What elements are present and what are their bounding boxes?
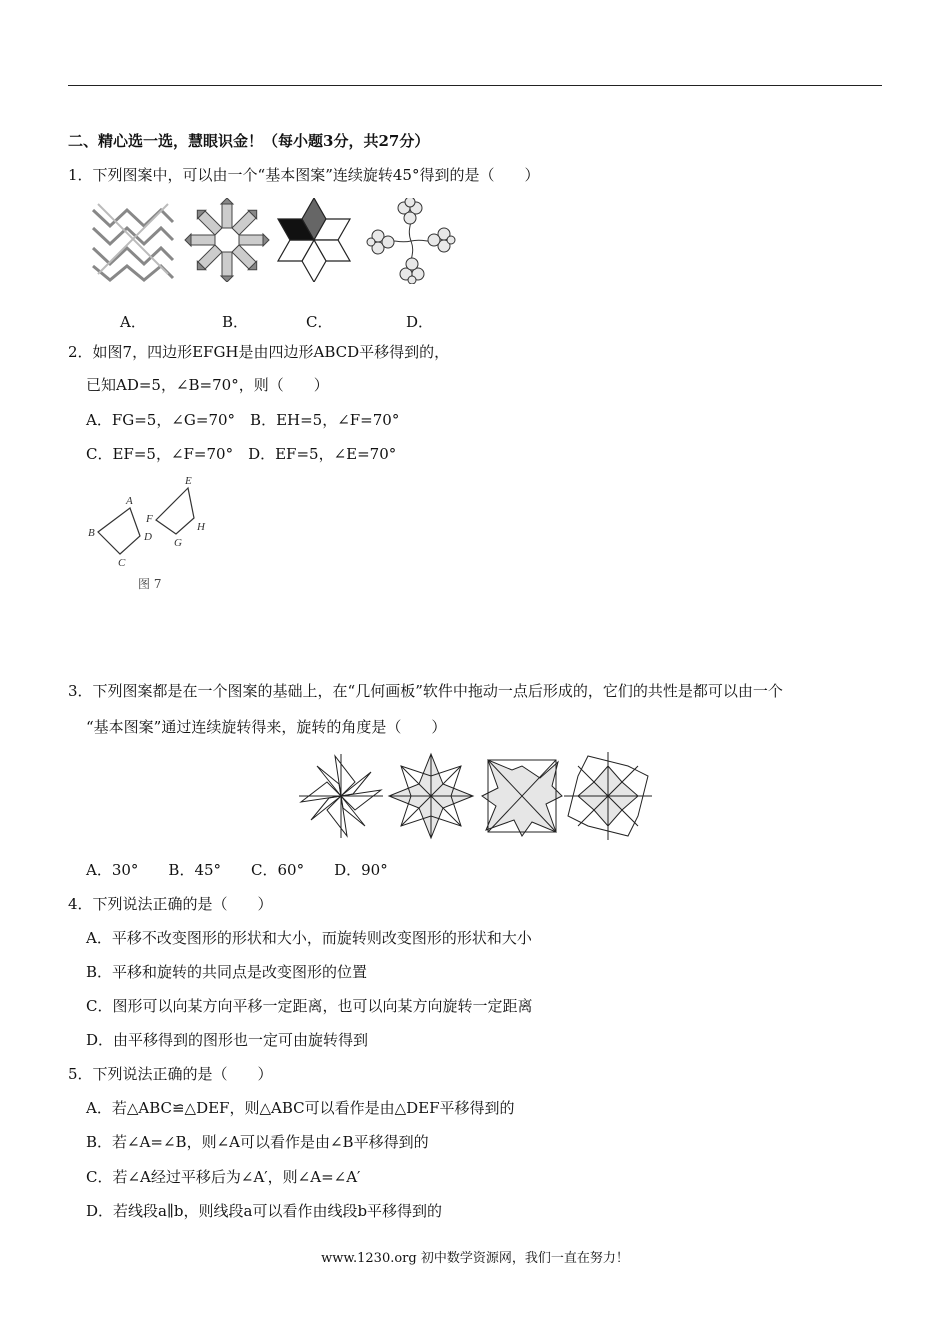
q4-stem: 4．下列说法正确的是（ ） xyxy=(68,895,273,913)
point-b-label: B xyxy=(88,527,95,539)
q3-figures xyxy=(298,750,656,842)
q4-option-d: D．由平移得到的图形也一定可由旋转得到 xyxy=(86,1031,369,1049)
q1-label-c: C． xyxy=(306,313,333,331)
q5-option-b: B．若∠A=∠B，则∠A可以看作是由∠B平移得到的 xyxy=(86,1133,429,1151)
q5-option-d: D．若线段a∥b，则线段a可以看作由线段b平移得到的 xyxy=(86,1202,443,1220)
q4-option-c: C．图形可以向某方向平移一定距离，也可以向某方向旋转一定距离 xyxy=(86,997,533,1015)
q4-option-a: A．平移不改变图形的形状和大小，而旋转则改变图形的形状和大小 xyxy=(86,929,532,947)
q1-figure-a xyxy=(88,198,178,282)
q2-stem-2: 已知AD=5，∠B=70°，则（ ） xyxy=(86,376,329,394)
q5-stem: 5．下列说法正确的是（ ） xyxy=(68,1065,273,1083)
point-h-label: H xyxy=(197,521,205,533)
q2-stem: 2．如图7，四边形EFGH是由四边形ABCD平移得到的， xyxy=(68,343,450,361)
q2-figure-7 xyxy=(84,474,216,574)
q1-stem: 1．下列图案中，可以由一个“基本图案”连续旋转45°得到的是（ ） xyxy=(68,166,540,184)
q3-stem: 3．下列图案都是在一个图案的基础上，在“几何画板”软件中拖动一点后形成的，它们的共性是都可以由一个 xyxy=(68,682,783,700)
q2-figure-caption: 图 7 xyxy=(138,577,162,591)
q5-option-c: C．若∠A经过平移后为∠A′，则∠A=∠A′ xyxy=(86,1168,361,1186)
point-a-label: A xyxy=(126,495,133,507)
page-footer: www.1230.org 初中数学资源网，我们一直在努力！ xyxy=(321,1251,629,1266)
q4-option-b: B．平移和旋转的共同点是改变图形的位置 xyxy=(86,963,368,981)
point-e-label: E xyxy=(185,475,192,487)
q1-label-d: D． xyxy=(406,313,434,331)
q3-stem-2: “基本图案”通过连续旋转得来，旋转的角度是（ ） xyxy=(86,718,447,736)
q1-figure-c xyxy=(274,198,354,282)
q1-figure-b xyxy=(184,198,270,282)
point-d-label: D xyxy=(144,531,152,543)
q3-options: A．30° B．45° C．60° D．90° xyxy=(86,861,388,879)
point-c-label: C xyxy=(118,557,126,569)
q2-options-cd: C．EF=5，∠F=70° D．EF=5，∠E=70° xyxy=(86,445,397,463)
point-g-label: G xyxy=(174,537,182,549)
q1-figure-d xyxy=(366,198,456,284)
q2-options-ab: A．FG=5，∠G=70° B．EH=5，∠F=70° xyxy=(86,411,400,429)
header-rule xyxy=(68,85,882,86)
section-title: 二、精心选一选，慧眼识金！（每小题3分，共27分） xyxy=(68,132,430,150)
q5-option-a: A．若△ABC≌△DEF，则△ABC可以看作是由△DEF平移得到的 xyxy=(86,1099,515,1117)
point-f-label: F xyxy=(146,513,153,525)
q1-label-a: A． xyxy=(120,313,146,331)
q1-label-b: B． xyxy=(222,313,249,331)
